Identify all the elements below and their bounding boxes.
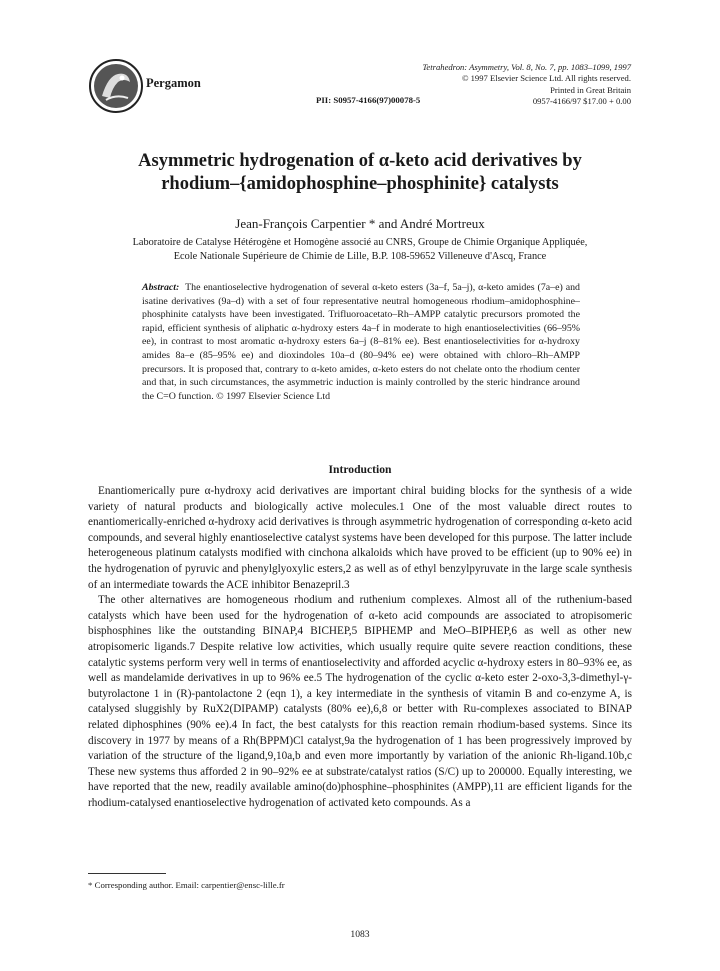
- abstract-text: The enantioselective hydrogenation of several α-keto esters (3a–f, 5a–j), α-keto amides (7a–e) and isatine derivatives (9a–d) with a set of four representative neutral homogeneous rhodium–amidophosphine–phosphinite catalysts have been investigated. Trifluoroacetato–Rh–AMPP catalytic precursors promoted the rapid, efficient synthesis of aliphatic α-hydroxy esters 4a–f in moderate to high enantioselectivities (66–95% ee), in contrast to most aromatic α-hydroxy esters 6a–j (8–81% ee). Best enantioselectivities for α-hydroxy amides 8a–e (85–95% ee) and dioxindoles 10a–d (80–94% ee) were obtained with chloro–Rh–AMPP precursors. It is proposed that, contrary to α-keto amides, α-keto esters do not chelate onto the rhodium center and that, in such circumstances, the asymmetric induction is mainly controlled by the steric hindrance around the C=O function. © 1997 Elsevier Science Ltd: [142, 282, 580, 402]
- pii-identifier: PII: S0957-4166(97)00078-5: [316, 95, 421, 105]
- paragraph-2: The other alternatives are homogeneous rhodium and ruthenium complexes. Almost all of the ruthenium-based catalysts which have been used for the hydrogenation of α-keto acid compounds are associated to atropisomeric bisphosphines like the outstanding BINAP,4 BICHEP,5 BIPHEMP and MeO–BIPHEP,6 as well as other new atropisomeric ligands.7 Despite relative low activities, which usually require quite severe reaction conditions, these catalytic systems perform very well in terms of enantioselectivity and afforded acyclic α-hydroxy esters in 80–93% ee, as well as mandelamide derivatives in up to 96% ee.5 The hydrogenation of the cyclic α-keto ester 2-oxo-3,3-dimethyl-γ-butyrolactone 1 in (R)-pantolactone 2 (eqn 1), a key intermediate in the synthesis of vitamin B and co-enzyme A, is catalysed sluggishly by RuX2(DIPAMP) catalysts (80% ee),6,8 or better with Ru-complexes associated to BINAP related diphosphines (90% ee).4 In fact, the best catalysts for this reaction remain rhodium-based systems. Since its discovery in 1977 by means of a Rh(BPPM)Cl catalyst,9a the hydrogenation of 1 has been progressively improved by variation of the structure of the ligand,9,10a,b and even more importantly by variation of the anionic Rh-ligand.10b,c These new systems thus afforded 2 in 90–92% ee at substrate/catalyst ratios (S/C) up to 200000. Equally interesting, we have reported that the new, readily available amino(do)phosphine–phosphinites (AMPP),11 are efficient ligands for the rhodium-catalysed enantioselective hydrogenation of activated keto compounds. As a: [88, 594, 632, 809]
- page-number: 1083: [350, 929, 370, 940]
- publisher-logo: [88, 58, 144, 114]
- publisher-name: Pergamon: [146, 76, 201, 90]
- affiliation-line-2: Ecole Nationale Supérieure de Chimie de Lille, B.P. 108-59652 Villeneuve d'Ascq, France: [173, 251, 547, 262]
- affiliation-line-1: Laboratoire de Catalyse Hétérogène et Homogène associé au CNRS, Groupe de Chimie Organique Appliquée,: [132, 237, 588, 248]
- paragraph-1: Enantiomerically pure α-hydroxy acid derivatives are important chiral buiding blocks for the synthesis of a wide variety of natural products and biologically active molecules.1 One of the most valuable direct routes to enantiomerically-enriched α-hydroxy acid derivatives is through asymmetric hydrogenation of corresponding α-keto acid compounds, and several highly enantioselective catalyst systems have been developed for this purpose. The latter include heterogeneous platinum catalysts modified with cinchona alkaloids which have proved to be efficient (up to 90% ee) in the hydrogenation of pyruvic and phenylglyoxylic esters,2 as well as of ethyl benzylpyruvate in the large scale synthesis of an intermediate towards the ACE inhibitor Benazepril.3: [88, 485, 632, 591]
- price-line: 0957-4166/97 $17.00 + 0.00: [532, 96, 631, 107]
- footnote: * Corresponding author. Email: carpentier@ensc-lille.fr: [88, 880, 285, 890]
- abstract-label: Abstract:: [142, 282, 180, 293]
- copyright-line: © 1997 Elsevier Science Ltd. All rights reserved.: [461, 73, 631, 84]
- journal-citation: Tetrahedron: Asymmetry, Vol. 8, No. 7, pp. 1083–1099, 1997: [422, 62, 631, 72]
- authors: Jean-François Carpentier * and André Mortreux: [235, 216, 485, 231]
- paper-title: [0, 150, 720, 196]
- printed-line: Printed in Great Britain: [550, 84, 631, 95]
- footnote-rule: [88, 873, 166, 874]
- abstract: [142, 281, 580, 403]
- affiliation: [0, 236, 720, 264]
- section-heading: Introduction: [328, 463, 392, 476]
- title-line-1: Asymmetric hydrogenation of α-keto acid derivatives by: [138, 151, 582, 171]
- title-line-2: rhodium–{amidophosphine–phosphinite} catalysts: [161, 174, 559, 194]
- body-text: [88, 484, 632, 811]
- journal-info: [422, 62, 631, 108]
